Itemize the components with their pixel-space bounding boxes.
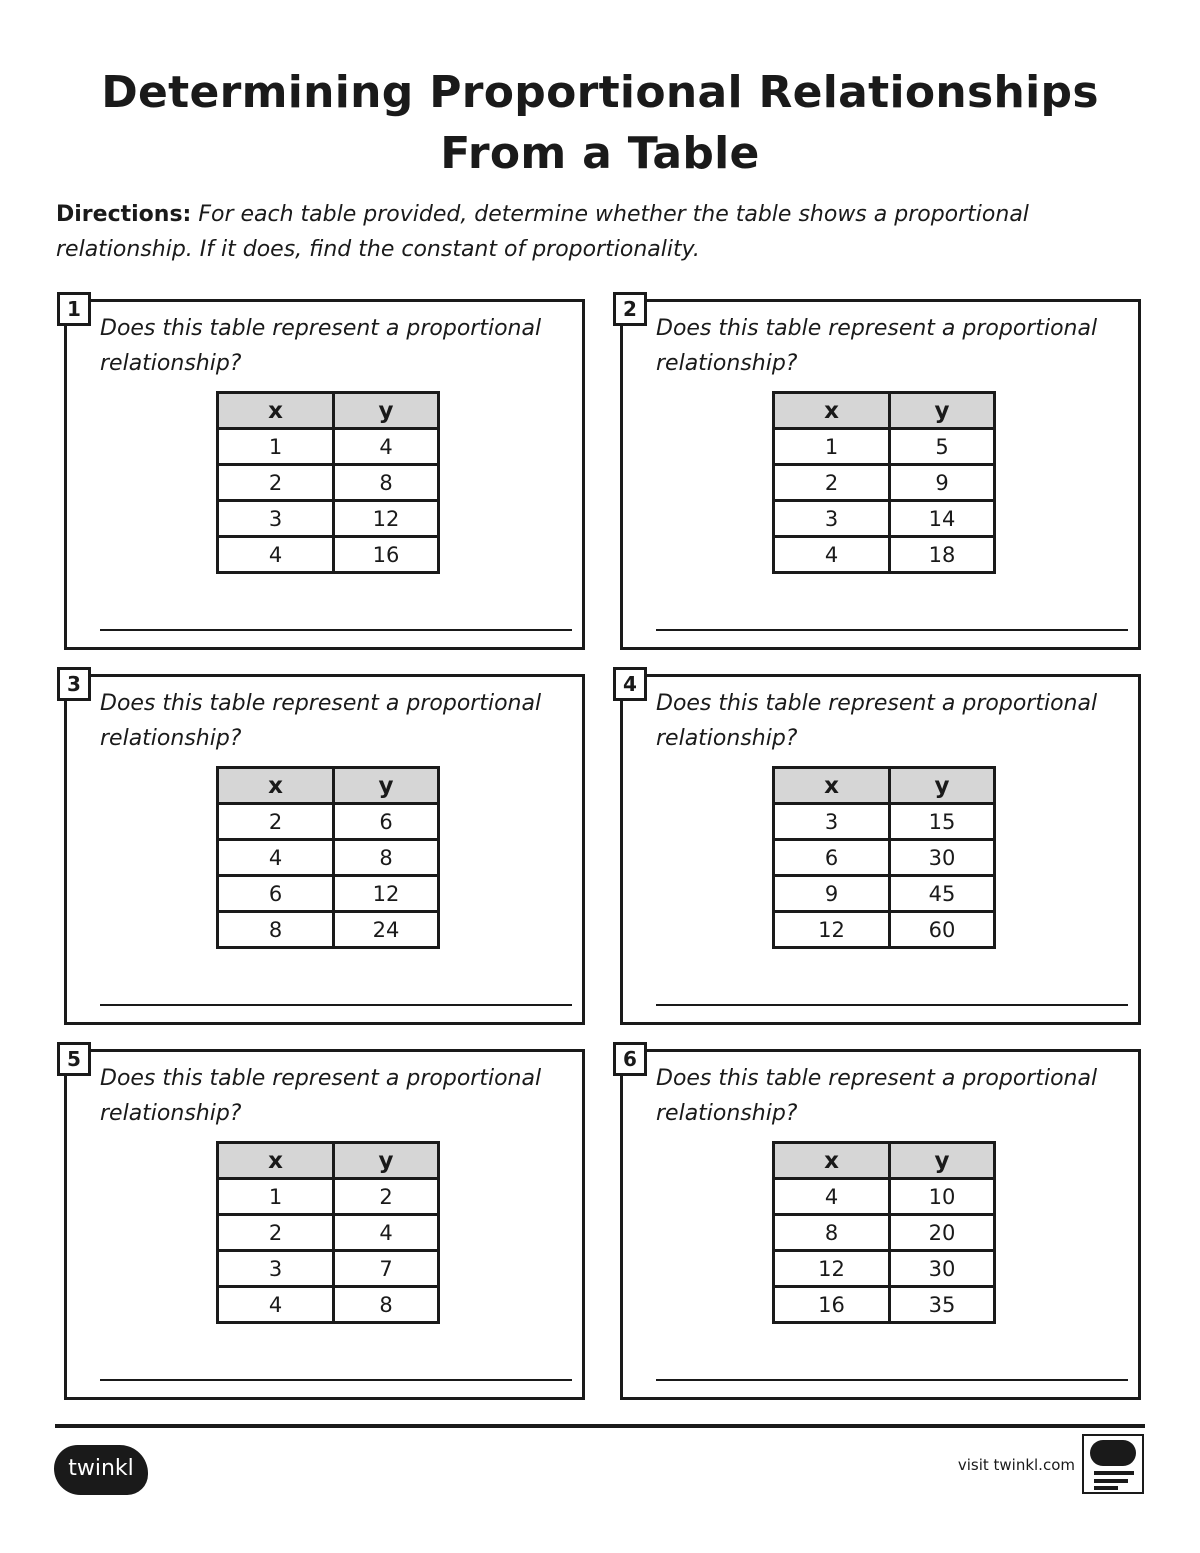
problem-card-3 [64, 674, 585, 1025]
problem-card-4 [620, 674, 1141, 1025]
problem-card-1 [64, 299, 585, 650]
table-header-row [218, 393, 439, 429]
problem-number: 5 [57, 1042, 91, 1076]
cell-x: 2 [218, 465, 334, 501]
visit-link[interactable]: visit twinkl.com [957, 1456, 1075, 1474]
table-header-row [218, 768, 439, 804]
table-row [774, 429, 995, 465]
directions-label: Directions: [56, 202, 192, 227]
header-y: y [890, 768, 995, 804]
table-row [218, 840, 439, 876]
table-row [774, 1215, 995, 1251]
table-row [774, 465, 995, 501]
table-row [218, 1251, 439, 1287]
cell-y: 14 [890, 501, 995, 537]
cell-y: 4 [334, 429, 439, 465]
cell-y: 20 [890, 1215, 995, 1251]
answer-line[interactable] [656, 1004, 1128, 1006]
table-row [218, 465, 439, 501]
question-text: Does this table represent a proportional relationship? [656, 316, 1098, 376]
header-y: y [334, 1143, 439, 1179]
header-x: x [774, 768, 890, 804]
question-text: Does this table represent a proportional relationship? [100, 691, 542, 751]
table-header-row [218, 1143, 439, 1179]
table-row [774, 1179, 995, 1215]
cell-x: 3 [774, 804, 890, 840]
quality-badge-icon [1082, 1434, 1144, 1494]
question-text: Does this table represent a proportional relationship? [656, 1066, 1098, 1126]
cell-x: 1 [774, 429, 890, 465]
question-text: Does this table represent a proportional relationship? [100, 316, 542, 376]
title-line-1: Determining Proportional Relationships [101, 67, 1099, 118]
cell-y: 4 [334, 1215, 439, 1251]
cell-y: 8 [334, 465, 439, 501]
cell-x: 3 [218, 501, 334, 537]
page-title [0, 62, 1200, 184]
table-row [218, 912, 439, 948]
table-row [774, 1287, 995, 1323]
header-y: y [334, 393, 439, 429]
header-x: x [774, 1143, 890, 1179]
table-row [774, 537, 995, 573]
table-header-row [774, 393, 995, 429]
cell-y: 15 [890, 804, 995, 840]
cell-y: 18 [890, 537, 995, 573]
header-y: y [334, 768, 439, 804]
question-text: Does this table represent a proportional relationship? [100, 1066, 542, 1126]
xy-table [216, 391, 440, 574]
table-row [774, 1251, 995, 1287]
table-row [218, 429, 439, 465]
cell-x: 4 [218, 1287, 334, 1323]
problem-card-5 [64, 1049, 585, 1400]
xy-table [216, 766, 440, 949]
table-header-row [774, 1143, 995, 1179]
directions-text: For each table provided, determine whether the table shows a proportional relationship. If it does, find the constant of proportionality. [56, 202, 1029, 262]
table-row [774, 501, 995, 537]
cell-x: 4 [218, 840, 334, 876]
cell-y: 16 [334, 537, 439, 573]
table-row [218, 1179, 439, 1215]
cell-y: 8 [334, 1287, 439, 1323]
header-y: y [890, 1143, 995, 1179]
directions [56, 197, 1146, 267]
answer-line[interactable] [656, 629, 1128, 631]
table-header-row [774, 768, 995, 804]
table-row [218, 1215, 439, 1251]
answer-line[interactable] [656, 1379, 1128, 1381]
cell-y: 6 [334, 804, 439, 840]
cell-y: 45 [890, 876, 995, 912]
cell-y: 10 [890, 1179, 995, 1215]
problem-number: 3 [57, 667, 91, 701]
cell-y: 5 [890, 429, 995, 465]
cell-y: 30 [890, 840, 995, 876]
cell-x: 8 [774, 1215, 890, 1251]
xy-table [772, 766, 996, 949]
table-row [218, 1287, 439, 1323]
cell-y: 24 [334, 912, 439, 948]
cell-y: 35 [890, 1287, 995, 1323]
title-line-2: From a Table [440, 128, 760, 179]
question-text: Does this table represent a proportional relationship? [656, 691, 1098, 751]
table-row [774, 912, 995, 948]
answer-line[interactable] [100, 1379, 572, 1381]
answer-line[interactable] [100, 629, 572, 631]
problem-card-2 [620, 299, 1141, 650]
cell-x: 6 [218, 876, 334, 912]
problem-number: 1 [57, 292, 91, 326]
answer-line[interactable] [100, 1004, 572, 1006]
cell-x: 4 [774, 537, 890, 573]
cell-y: 12 [334, 876, 439, 912]
cell-y: 8 [334, 840, 439, 876]
table-row [774, 804, 995, 840]
cell-x: 16 [774, 1287, 890, 1323]
cell-y: 12 [334, 501, 439, 537]
header-x: x [218, 1143, 334, 1179]
cell-x: 2 [218, 804, 334, 840]
cell-x: 3 [774, 501, 890, 537]
cell-x: 9 [774, 876, 890, 912]
cell-x: 12 [774, 1251, 890, 1287]
problem-number: 6 [613, 1042, 647, 1076]
table-row [218, 876, 439, 912]
table-row [774, 876, 995, 912]
problem-card-6 [620, 1049, 1141, 1400]
cell-y: 30 [890, 1251, 995, 1287]
cell-x: 2 [218, 1215, 334, 1251]
xy-table [772, 391, 996, 574]
table-row [774, 840, 995, 876]
table-row [218, 537, 439, 573]
cell-x: 1 [218, 429, 334, 465]
header-y: y [890, 393, 995, 429]
cell-y: 60 [890, 912, 995, 948]
table-row [218, 501, 439, 537]
cell-x: 1 [218, 1179, 334, 1215]
header-x: x [218, 768, 334, 804]
header-x: x [774, 393, 890, 429]
table-row [218, 804, 439, 840]
cell-x: 3 [218, 1251, 334, 1287]
cell-y: 7 [334, 1251, 439, 1287]
problem-number: 4 [613, 667, 647, 701]
cell-x: 12 [774, 912, 890, 948]
cell-y: 2 [334, 1179, 439, 1215]
footer-divider [55, 1424, 1145, 1428]
cell-x: 6 [774, 840, 890, 876]
cell-y: 9 [890, 465, 995, 501]
cell-x: 2 [774, 465, 890, 501]
header-x: x [218, 393, 334, 429]
cell-x: 8 [218, 912, 334, 948]
xy-table [772, 1141, 996, 1324]
cell-x: 4 [774, 1179, 890, 1215]
xy-table [216, 1141, 440, 1324]
cell-x: 4 [218, 537, 334, 573]
problem-number: 2 [613, 292, 647, 326]
twinkl-logo: twinkl [54, 1445, 148, 1495]
